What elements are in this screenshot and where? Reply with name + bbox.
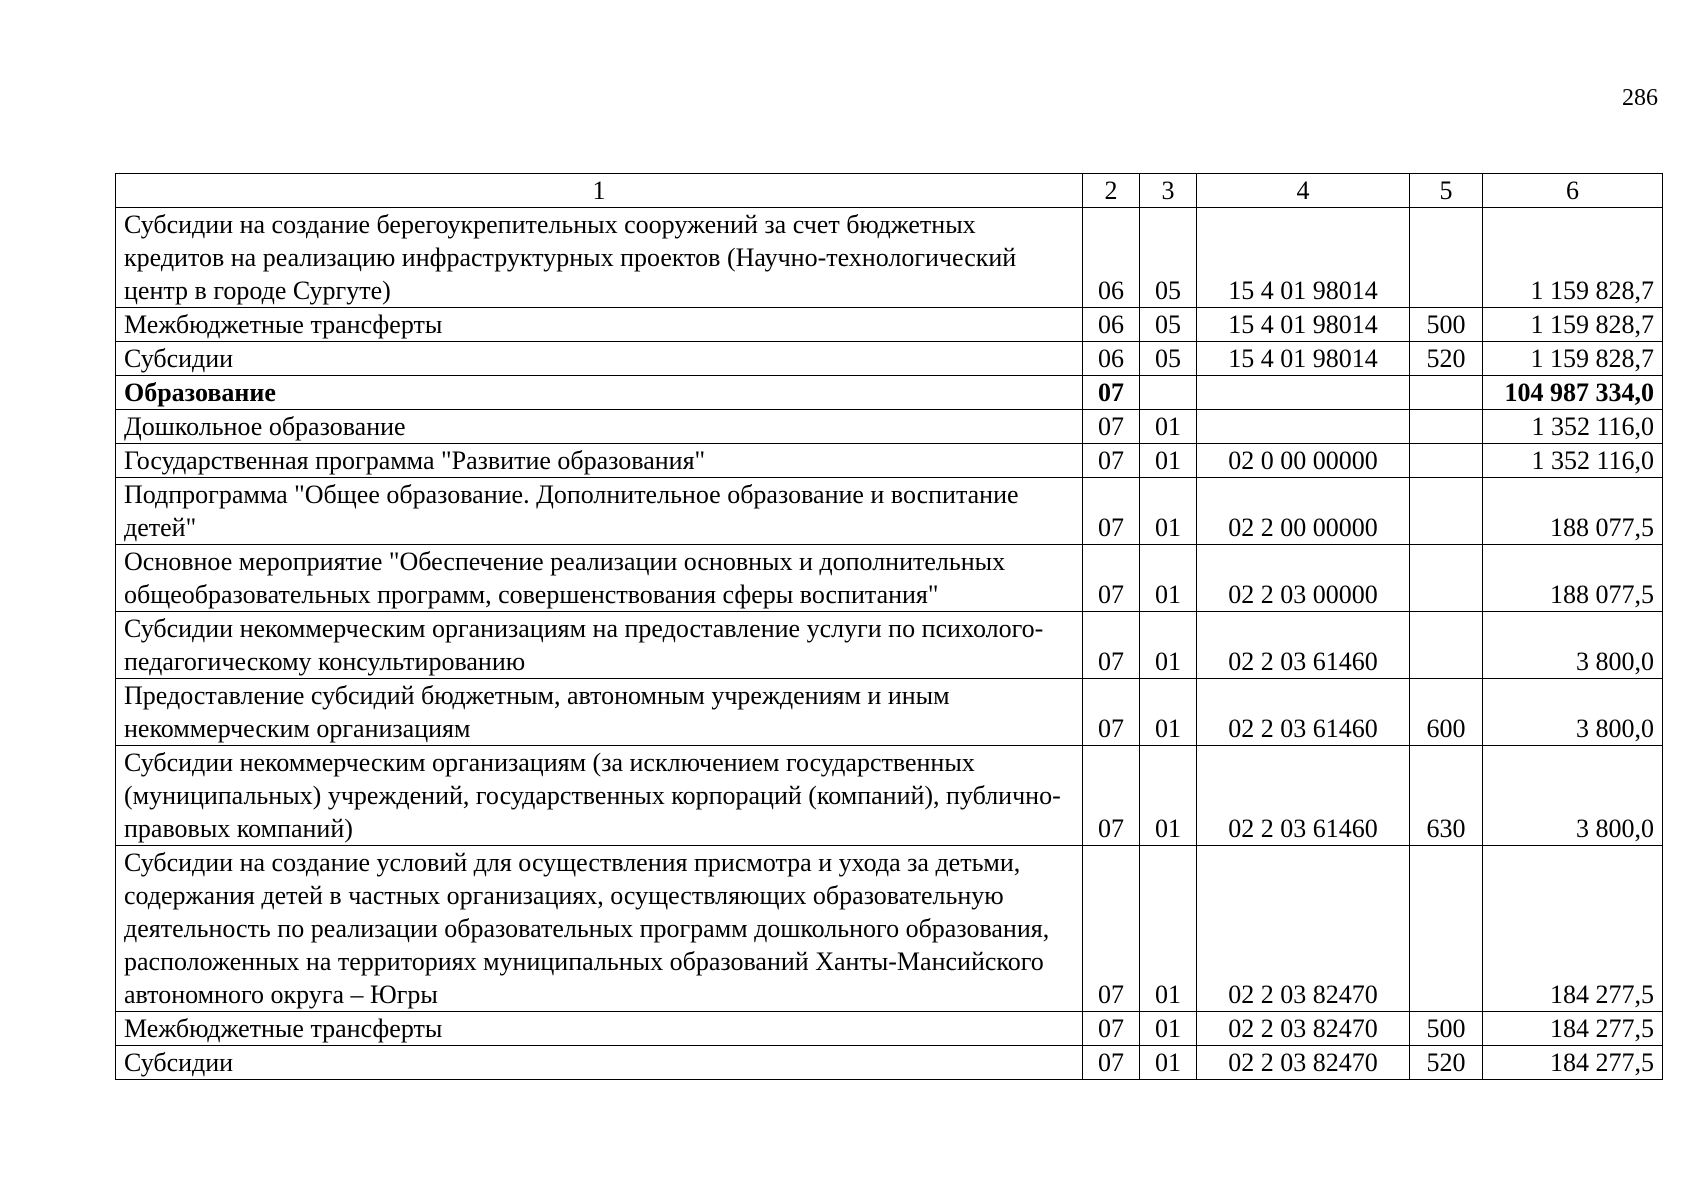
cell-amount: 1 159 828,7 — [1483, 208, 1663, 308]
cell-expense-type — [1410, 208, 1483, 308]
cell-target-article: 02 2 03 61460 — [1197, 746, 1410, 846]
cell-name: Субсидии на создание берегоукрепительных сооружений за счет бюджетных кредитов на реализацию инфраструктурных проектов (Научно-технологический центр в городе Сургуте) — [116, 208, 1083, 308]
cell-name: Подпрограмма "Общее образование. Дополнительное образование и воспитание детей" — [116, 478, 1083, 545]
cell-target-article — [1197, 376, 1410, 410]
cell-target-article: 15 4 01 98014 — [1197, 208, 1410, 308]
cell-expense-type — [1410, 612, 1483, 679]
cell-section: 07 — [1083, 846, 1140, 1012]
cell-subsection: 01 — [1140, 679, 1197, 746]
table-row — [116, 208, 1663, 308]
cell-target-article — [1197, 410, 1410, 444]
cell-name: Межбюджетные трансферты — [116, 308, 1083, 342]
cell-expense-type — [1410, 376, 1483, 410]
cell-subsection: 01 — [1140, 545, 1197, 612]
cell-section: 07 — [1083, 679, 1140, 746]
cell-name: Основное мероприятие "Обеспечение реализации основных и дополнительных общеобразовательных программ, совершенствования сферы воспитания" — [116, 545, 1083, 612]
column-header: 3 — [1140, 174, 1197, 208]
cell-name: Образование — [116, 376, 1083, 410]
cell-section: 07 — [1083, 545, 1140, 612]
cell-section: 07 — [1083, 376, 1140, 410]
cell-target-article: 02 2 03 82470 — [1197, 1012, 1410, 1046]
cell-amount: 184 277,5 — [1483, 1012, 1663, 1046]
cell-subsection: 01 — [1140, 444, 1197, 478]
column-header: 6 — [1483, 174, 1663, 208]
cell-section: 06 — [1083, 342, 1140, 376]
table-row — [116, 545, 1663, 612]
cell-expense-type — [1410, 846, 1483, 1012]
cell-section: 07 — [1083, 410, 1140, 444]
table-header-row — [116, 174, 1663, 208]
cell-subsection: 01 — [1140, 746, 1197, 846]
cell-subsection: 01 — [1140, 1046, 1197, 1080]
cell-subsection: 01 — [1140, 478, 1197, 545]
table-row — [116, 376, 1663, 410]
page-number: 286 — [1622, 85, 1658, 111]
cell-section: 07 — [1083, 612, 1140, 679]
budget-table — [115, 173, 1663, 1080]
cell-target-article: 15 4 01 98014 — [1197, 342, 1410, 376]
cell-subsection — [1140, 376, 1197, 410]
cell-subsection: 05 — [1140, 308, 1197, 342]
cell-name: Межбюджетные трансферты — [116, 1012, 1083, 1046]
table-row — [116, 846, 1663, 1012]
table-row — [116, 308, 1663, 342]
cell-amount: 3 800,0 — [1483, 746, 1663, 846]
table-row — [116, 612, 1663, 679]
table-row — [116, 478, 1663, 545]
cell-target-article: 02 2 00 00000 — [1197, 478, 1410, 545]
cell-expense-type: 520 — [1410, 1046, 1483, 1080]
cell-name: Субсидии — [116, 1046, 1083, 1080]
cell-expense-type: 500 — [1410, 308, 1483, 342]
cell-expense-type: 600 — [1410, 679, 1483, 746]
cell-amount: 1 159 828,7 — [1483, 308, 1663, 342]
cell-section: 07 — [1083, 1046, 1140, 1080]
table-row — [116, 746, 1663, 846]
cell-amount: 3 800,0 — [1483, 679, 1663, 746]
cell-amount: 1 352 116,0 — [1483, 444, 1663, 478]
cell-target-article: 02 2 03 61460 — [1197, 612, 1410, 679]
cell-expense-type — [1410, 545, 1483, 612]
cell-name: Субсидии — [116, 342, 1083, 376]
cell-target-article: 02 2 03 61460 — [1197, 679, 1410, 746]
cell-amount: 184 277,5 — [1483, 1046, 1663, 1080]
cell-section: 07 — [1083, 746, 1140, 846]
cell-name: Субсидии некоммерческим организациям на предоставление услуги по психолого-педагогическому консультированию — [116, 612, 1083, 679]
cell-subsection: 01 — [1140, 410, 1197, 444]
cell-section: 07 — [1083, 444, 1140, 478]
cell-amount: 188 077,5 — [1483, 478, 1663, 545]
cell-amount: 1 159 828,7 — [1483, 342, 1663, 376]
cell-target-article: 02 2 03 82470 — [1197, 1046, 1410, 1080]
cell-subsection: 01 — [1140, 846, 1197, 1012]
cell-subsection: 05 — [1140, 342, 1197, 376]
cell-expense-type: 520 — [1410, 342, 1483, 376]
cell-amount: 188 077,5 — [1483, 545, 1663, 612]
cell-expense-type: 500 — [1410, 1012, 1483, 1046]
column-header: 2 — [1083, 174, 1140, 208]
cell-expense-type — [1410, 478, 1483, 545]
cell-amount: 3 800,0 — [1483, 612, 1663, 679]
cell-target-article: 02 2 03 82470 — [1197, 846, 1410, 1012]
cell-name: Субсидии на создание условий для осуществления присмотра и ухода за детьми, содержания детей в частных организациях, осуществляющих образовательную деятельность по реализации образовательных программ дошкольного образования, расположенных на территориях муниципальных образований Ханты-Мансийского автономного округа – Югры — [116, 846, 1083, 1012]
cell-amount: 104 987 334,0 — [1483, 376, 1663, 410]
cell-name: Субсидии некоммерческим организациям (за исключением государственных (муниципальных) учреждений, государственных корпораций (компаний), публично-правовых компаний) — [116, 746, 1083, 846]
column-header: 1 — [116, 174, 1083, 208]
cell-name: Дошкольное образование — [116, 410, 1083, 444]
cell-amount: 1 352 116,0 — [1483, 410, 1663, 444]
cell-expense-type — [1410, 444, 1483, 478]
cell-subsection: 01 — [1140, 612, 1197, 679]
cell-name: Предоставление субсидий бюджетным, автономным учреждениям и иным некоммерческим организациям — [116, 679, 1083, 746]
cell-expense-type: 630 — [1410, 746, 1483, 846]
cell-amount: 184 277,5 — [1483, 846, 1663, 1012]
table-row — [116, 1012, 1663, 1046]
column-header: 5 — [1410, 174, 1483, 208]
column-header: 4 — [1197, 174, 1410, 208]
cell-target-article: 15 4 01 98014 — [1197, 308, 1410, 342]
cell-target-article: 02 0 00 00000 — [1197, 444, 1410, 478]
cell-subsection: 01 — [1140, 1012, 1197, 1046]
cell-target-article: 02 2 03 00000 — [1197, 545, 1410, 612]
cell-section: 06 — [1083, 308, 1140, 342]
cell-expense-type — [1410, 410, 1483, 444]
table-row — [116, 679, 1663, 746]
cell-subsection: 05 — [1140, 208, 1197, 308]
table-row — [116, 410, 1663, 444]
table-row — [116, 342, 1663, 376]
table-row — [116, 444, 1663, 478]
cell-section: 07 — [1083, 478, 1140, 545]
table-row — [116, 1046, 1663, 1080]
cell-name: Государственная программа "Развитие образования" — [116, 444, 1083, 478]
cell-section: 06 — [1083, 208, 1140, 308]
cell-section: 07 — [1083, 1012, 1140, 1046]
